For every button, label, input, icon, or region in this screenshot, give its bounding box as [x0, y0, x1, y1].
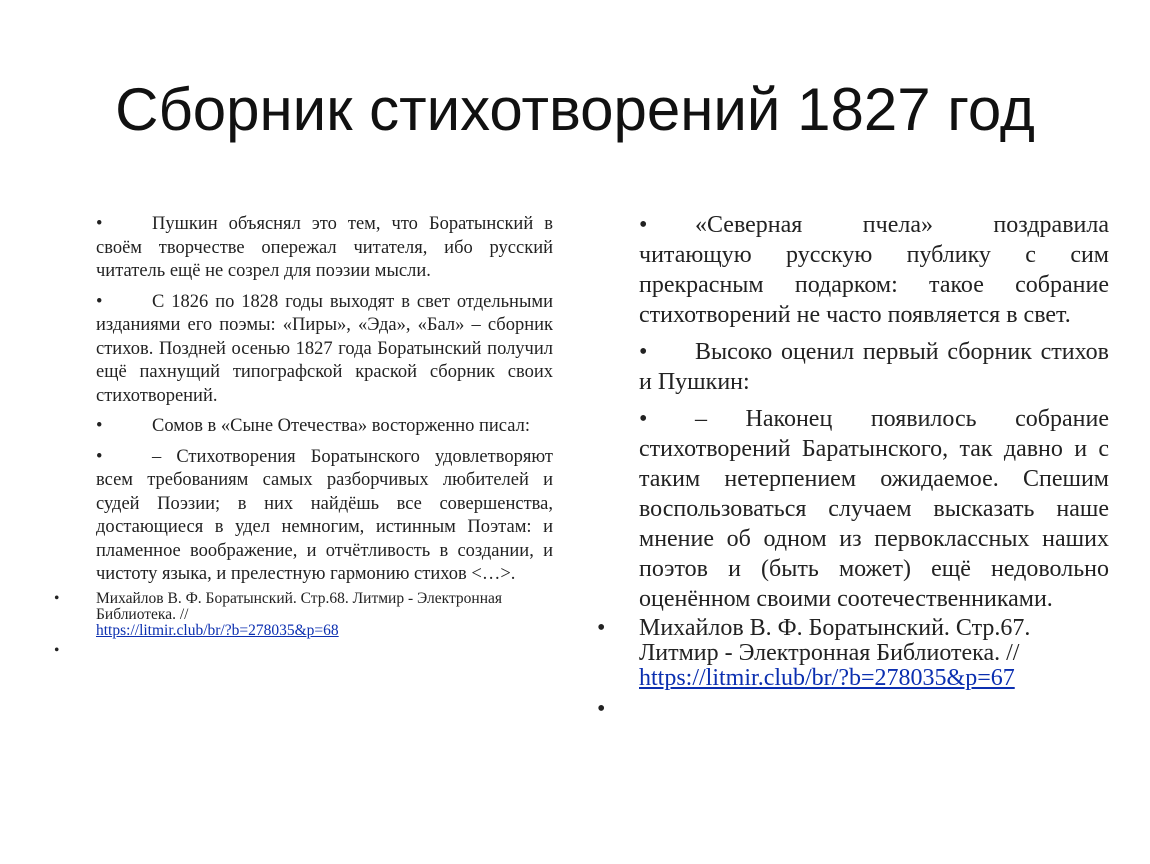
right-column [597, 210, 1109, 723]
right-reference-link[interactable]: https://litmir.club/br/?b=278035&p=67 [639, 665, 1015, 691]
left-empty-bullet [54, 641, 553, 663]
left-reference-text: Михайлов В. Ф. Боратынский. Стр.68. Литмир - Электронная Библиотека. // [96, 589, 503, 623]
left-paragraph-2-text: С 1826 по 1828 годы выходят в свет отдельными изданиями его поэмы: «Пиры», «Эда», «Бал» – сборник стихов. Поздней осенью 1827 года Боратынский получил ещё пахнущий типографской краской сборник своих стихотворений. [96, 291, 553, 406]
right-paragraph-3-text: – Наконец появилось собрание стихотворений Баратынского, так давно и с таким нетерпением ожидаемое. Спешим воспользоваться случаем высказать наше мнение об одном из первоклассных наших поэтов и (быть может) ещё недовольно оценённом своими соотечественниками. [639, 406, 1109, 612]
right-reference-text: Михайлов В. Ф. Боратынский. Стр.67. Литмир - Электронная Библиотека. // [639, 615, 1031, 666]
left-paragraph-3-text: Сомов в «Сыне Отечества» восторженно писал: [152, 416, 530, 436]
bullet-icon: • [96, 214, 103, 234]
bullet-icon: • [96, 446, 103, 467]
left-paragraph-1-text: Пушкин объяснял это тем, что Боратынский в своём творчестве опережал читателя, ибо русский читатель ещё не созрел для поэзии мысли. [96, 214, 553, 281]
bullet-icon: • [597, 696, 606, 722]
right-paragraph-1 [639, 210, 1109, 330]
left-paragraph-4-text: – Стихотворения Боратынского удовлетворяют всем требованиям самых разборчивых любителей и судей Поэзии; в них найдёшь все совершенства, достающиеся в удел немногим, истинным Поэтам: и пламенное воображение, и отчётливость в создании, и чистоту языка, и прелестную гармонию стихов <…>. [96, 446, 553, 584]
right-paragraph-2 [639, 337, 1109, 397]
bullet-icon: • [639, 339, 648, 365]
right-paragraph-2-text: Высоко оценил первый сборник стихов и Пушкин: [639, 339, 1109, 395]
slide-title: Сборник стихотворений 1827 год [115, 76, 1035, 143]
right-paragraph-3 [639, 404, 1109, 614]
right-paragraph-1-text: «Северная пчела» поздравила читающую русскую публику с сим прекрасным подарком: такое собрание стихотворений не часто появляется в свет. [639, 212, 1109, 328]
bullet-icon: • [54, 589, 60, 607]
bullet-icon: • [639, 212, 648, 238]
bullet-icon: • [96, 416, 103, 436]
left-paragraph-2 [96, 291, 553, 409]
bullet-icon: • [96, 291, 103, 312]
left-reference-link[interactable]: https://litmir.club/br/?b=278035&p=68 [96, 621, 339, 639]
left-paragraph-3 [96, 415, 553, 439]
left-column [54, 213, 553, 663]
right-empty-bullet [597, 696, 1109, 723]
bullet-icon: • [597, 615, 606, 641]
left-paragraph-4 [96, 446, 553, 587]
right-reference [597, 615, 1109, 691]
left-reference [54, 589, 553, 639]
bullet-icon: • [54, 641, 60, 659]
bullet-icon: • [639, 406, 648, 432]
left-paragraph-1 [96, 213, 553, 284]
